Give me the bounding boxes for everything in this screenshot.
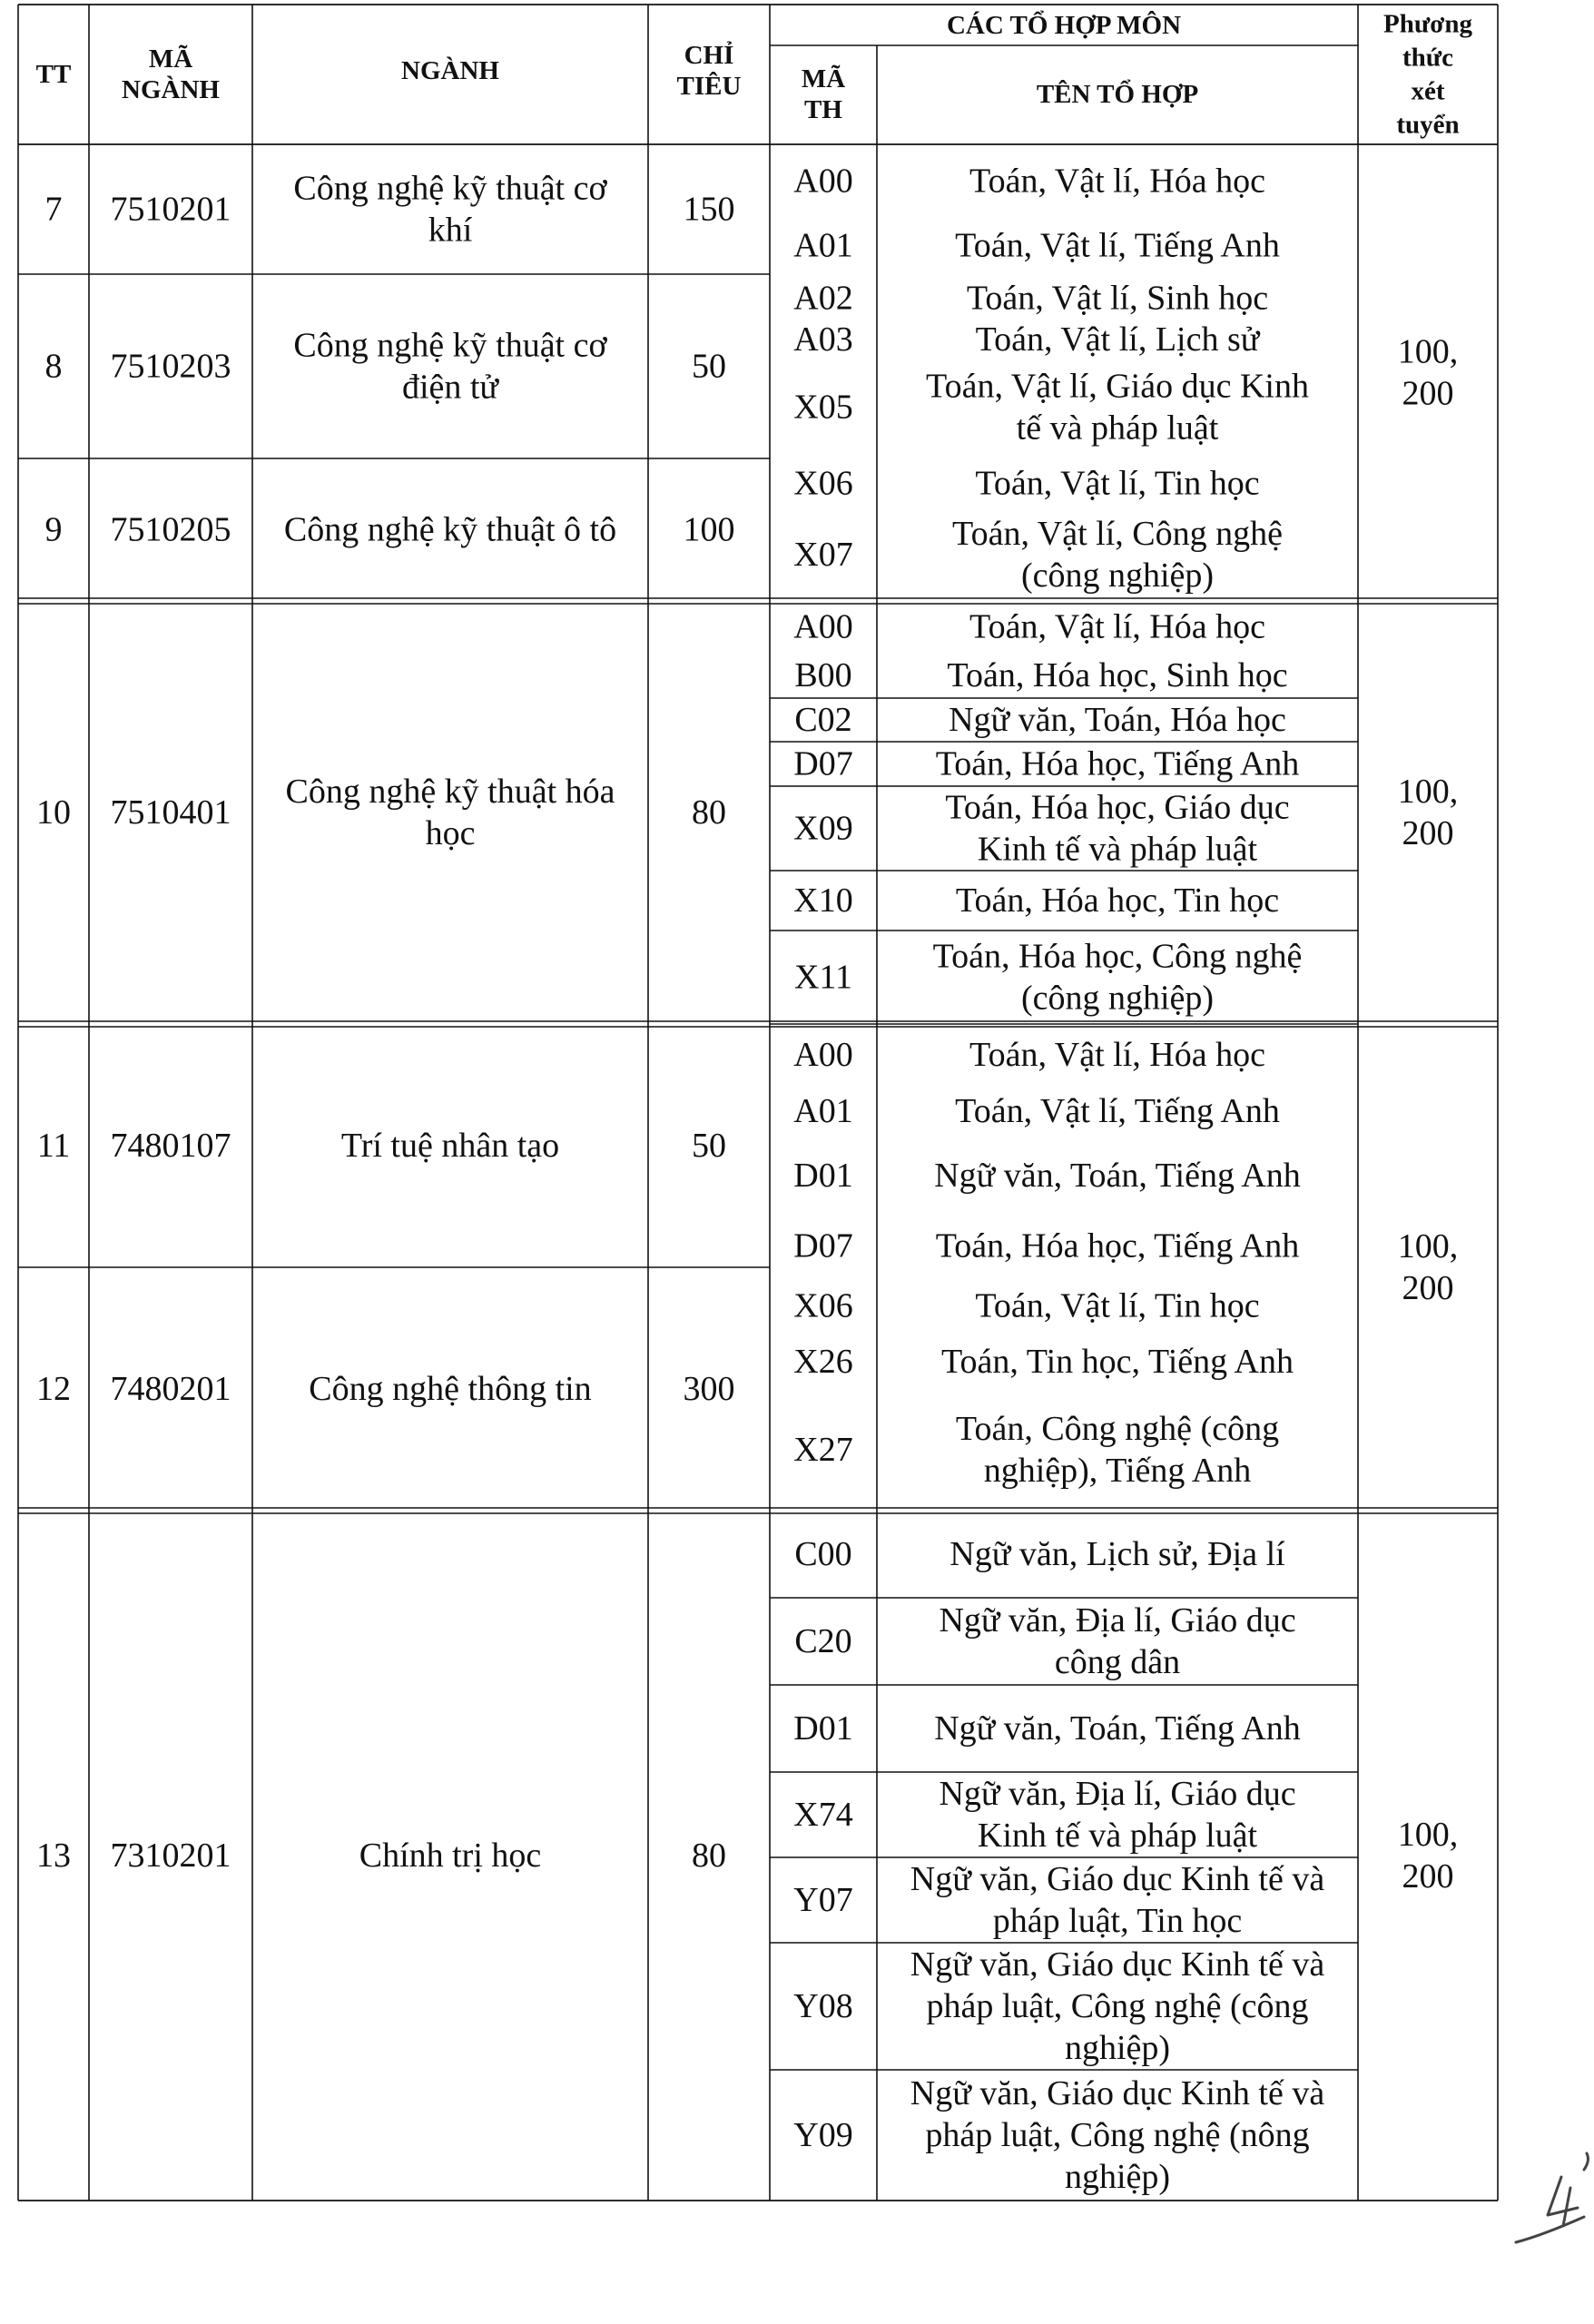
combo-name-line: Ngữ văn, Toán, Tiếng Anh <box>934 1709 1301 1748</box>
combo-name <box>910 1945 1325 2067</box>
major-tt-line: 12 <box>36 1370 71 1408</box>
combo-name <box>952 515 1283 595</box>
major-name-line: Công nghệ kỹ thuật cơ <box>293 169 607 208</box>
combo-name <box>934 1709 1301 1748</box>
major-code-line: 7310201 <box>110 1837 231 1875</box>
combo-name <box>955 1092 1280 1130</box>
major-name-line: Công nghệ thông tin <box>309 1370 592 1408</box>
combo-code-line: X05 <box>793 388 853 427</box>
major-tt-line: 8 <box>44 347 63 386</box>
combo-code-line: X06 <box>793 464 853 503</box>
combo-code <box>793 465 852 503</box>
combo-code <box>793 320 852 359</box>
combo-name <box>975 1287 1259 1325</box>
method-value-line: 200 <box>1402 374 1454 413</box>
combo-name-line: Ngữ văn, Toán, Hóa học <box>949 701 1286 739</box>
combo-code-line: X09 <box>793 809 853 848</box>
combo-code-line: C00 <box>794 1535 852 1573</box>
major-tt <box>36 1370 71 1408</box>
major-quota <box>692 1127 726 1165</box>
major-name-line: học <box>425 814 476 852</box>
major-quota-line: 300 <box>683 1370 735 1408</box>
combo-name <box>939 1601 1295 1681</box>
major-quota <box>684 1370 735 1408</box>
major-name <box>341 1127 559 1165</box>
combo-code <box>793 536 852 574</box>
method-value-line: 200 <box>1402 814 1454 852</box>
combo-code-line: B00 <box>794 656 852 694</box>
combo-name-line: Ngữ văn, Lịch sử, Địa lí <box>950 1535 1285 1573</box>
major-quota <box>692 793 726 832</box>
combo-name-line: (công nghiệp) <box>1020 979 1215 1018</box>
combo-code-line: A01 <box>793 226 853 265</box>
major-code-line: 7510203 <box>110 347 231 386</box>
method-value-line: 100, <box>1397 773 1459 811</box>
combo-code <box>793 1881 852 1919</box>
header-phuong-thuc <box>1383 10 1472 140</box>
method-value-line: 100, <box>1397 332 1459 371</box>
header-cac-to-hop <box>947 9 1181 40</box>
header-chi-tieu <box>677 41 742 101</box>
combo-code <box>793 1287 852 1325</box>
combo-name-line: pháp luật, Tin học <box>992 1902 1243 1940</box>
combo-code-line: C20 <box>794 1622 852 1660</box>
major-tt <box>45 348 63 386</box>
combo-name <box>956 1410 1279 1490</box>
major-code-line: 7510201 <box>110 190 231 229</box>
combo-name-line: Toán, Hóa học, Tiếng Anh <box>935 744 1300 783</box>
major-name <box>293 170 607 250</box>
combo-code-line: D07 <box>793 744 853 783</box>
combo-name-line: Toán, Vật lí, Hóa học <box>969 1036 1265 1074</box>
combo-code-line: X11 <box>793 958 853 997</box>
major-code <box>111 348 231 386</box>
combo-code <box>793 745 852 783</box>
major-tt <box>45 511 63 549</box>
combo-name <box>936 745 1300 783</box>
major-name <box>293 327 607 407</box>
combo-name-line: Ngữ văn, Toán, Tiếng Anh <box>934 1157 1301 1195</box>
header-tt-line: TT <box>35 60 72 89</box>
combo-name <box>933 938 1303 1018</box>
combo-code-line: A00 <box>793 1036 853 1074</box>
major-tt <box>36 793 71 832</box>
major-code-line: 7480201 <box>110 1370 231 1408</box>
major-tt <box>45 191 63 229</box>
header-nganh <box>401 55 499 85</box>
combo-name <box>950 1535 1285 1573</box>
header-chi-tieu-line: TIÊU <box>676 72 742 101</box>
combo-code <box>793 389 852 427</box>
combo-name-line: Toán, Vật lí, Công nghệ <box>952 515 1283 553</box>
combo-code <box>793 1227 852 1265</box>
method-value-line: 100, <box>1397 1816 1459 1854</box>
combo-name-line: (công nghiệp) <box>1020 556 1215 595</box>
combo-code <box>793 608 852 646</box>
combo-code <box>794 959 852 997</box>
combo-code-line: Y08 <box>793 1987 853 2025</box>
combo-name-line: Toán, Vật lí, Tiếng Anh <box>955 1092 1280 1130</box>
combo-name <box>939 1775 1295 1855</box>
method-value <box>1398 333 1459 413</box>
method-value <box>1398 1227 1459 1307</box>
major-name-line: Trí tuệ nhân tạo <box>340 1127 560 1165</box>
major-tt <box>36 1837 71 1875</box>
combo-name <box>910 2074 1325 2196</box>
major-name <box>359 1837 542 1875</box>
combo-code-line: D07 <box>793 1226 853 1265</box>
combo-code <box>793 1709 852 1748</box>
major-name-line: khí <box>428 211 473 250</box>
combo-code <box>793 162 852 201</box>
combo-code <box>794 656 851 694</box>
header-ten-to-hop-line: TÊN TỔ HỢP <box>1036 80 1199 109</box>
combo-code-line: A03 <box>793 320 853 359</box>
major-name-line: Công nghệ kỹ thuật cơ <box>293 326 607 365</box>
combo-name-line: Ngữ văn, Giáo dục Kinh tế và <box>910 2074 1325 2112</box>
combo-name-line: công dân <box>1054 1643 1181 1681</box>
combo-name-line: Ngữ văn, Địa lí, Giáo dục <box>939 1775 1296 1813</box>
combo-name <box>976 320 1261 359</box>
combo-code <box>794 1622 851 1660</box>
combo-name <box>967 280 1268 318</box>
major-code <box>111 793 231 832</box>
combo-code-line: A00 <box>793 162 853 201</box>
combo-code-line: D01 <box>793 1709 853 1748</box>
combo-name <box>926 368 1309 448</box>
major-quota-line: 50 <box>692 1127 726 1165</box>
major-quota-line: 100 <box>683 510 735 549</box>
header-ma-nganh-line: MÃ <box>148 44 193 74</box>
combo-code-line: Y07 <box>793 1881 853 1919</box>
combo-name <box>910 1860 1325 1940</box>
major-code-line: 7510401 <box>110 793 231 832</box>
combo-code-line: X26 <box>793 1343 853 1381</box>
major-code <box>111 1370 231 1408</box>
major-code-line: 7480107 <box>110 1127 231 1165</box>
major-code-line: 7510205 <box>110 510 231 549</box>
header-phuong-thuc-line: thức <box>1402 43 1454 73</box>
combo-name-line: Toán, Hóa học, Công nghệ <box>932 937 1303 976</box>
major-quota-line: 150 <box>683 190 735 229</box>
combo-name-line: Toán, Hóa học, Tiếng Anh <box>935 1226 1300 1265</box>
header-phuong-thuc-line: Phương <box>1383 9 1472 39</box>
combo-code-line: X74 <box>793 1796 853 1834</box>
combo-code-line: X06 <box>793 1286 853 1325</box>
combo-name <box>969 1036 1265 1074</box>
major-quota-line: 80 <box>692 1837 726 1875</box>
combo-name <box>934 1157 1301 1195</box>
combo-code-line: X27 <box>793 1431 853 1469</box>
method-value-line: 200 <box>1402 1269 1454 1307</box>
combo-code <box>793 1092 852 1130</box>
major-quota-line: 50 <box>692 347 726 386</box>
combo-code-line: X07 <box>793 536 853 574</box>
header-ma-nganh <box>122 44 220 104</box>
combo-code <box>793 227 852 265</box>
major-quota <box>692 348 726 386</box>
header-ma-th <box>802 64 845 124</box>
header-chi-tieu-line: CHỈ <box>684 41 734 70</box>
major-code <box>111 1837 231 1875</box>
combo-name-line: tế và pháp luật <box>1016 409 1219 448</box>
combo-name <box>949 701 1286 739</box>
combo-name-line: Toán, Vật lí, Tin học <box>975 1286 1260 1325</box>
method-value-line: 200 <box>1402 1857 1454 1896</box>
major-quota <box>692 1837 726 1875</box>
combo-name-line: nghiệp), Tiếng Anh <box>983 1452 1252 1490</box>
combo-name <box>975 465 1259 503</box>
combo-name-line: Ngữ văn, Giáo dục Kinh tế và <box>910 1945 1325 1984</box>
method-value-line: 100, <box>1397 1227 1459 1265</box>
combo-name-line: Toán, Tin học, Tiếng Anh <box>941 1343 1294 1381</box>
major-tt-line: 11 <box>36 1127 71 1165</box>
major-name-line: Chính trị học <box>359 1837 542 1875</box>
combo-code <box>793 2116 852 2154</box>
major-code <box>111 511 231 549</box>
combo-name-line: Ngữ văn, Giáo dục Kinh tế và <box>910 1860 1325 1898</box>
method-value <box>1398 773 1459 852</box>
header-phuong-thuc-line: xét <box>1411 76 1445 106</box>
header-cac-to-hop-line: CÁC TỔ HỢP MÔN <box>946 11 1182 40</box>
combo-code <box>793 1343 852 1381</box>
major-tt-line: 10 <box>36 793 71 832</box>
combo-name <box>945 789 1289 869</box>
header-nganh-line: NGÀNH <box>401 56 499 85</box>
combo-name <box>947 656 1287 694</box>
handwritten-signature <box>1516 2153 1588 2242</box>
combo-name <box>955 227 1280 265</box>
combo-code-line: A02 <box>793 279 853 318</box>
header-ma-th-line: MÃ <box>801 64 846 94</box>
combo-code <box>793 810 852 848</box>
combo-code-line: A00 <box>793 607 853 646</box>
combo-name <box>941 1343 1294 1381</box>
header-ten-to-hop <box>1037 78 1198 109</box>
combo-name-line: Toán, Vật lí, Tiếng Anh <box>955 226 1280 265</box>
major-name-line: Công nghệ kỹ thuật hóa <box>285 773 615 811</box>
header-ma-th-line: TH <box>804 95 842 124</box>
combo-code-line: X10 <box>793 881 853 920</box>
combo-code <box>793 1036 852 1074</box>
major-name <box>284 511 616 549</box>
major-tt-line: 9 <box>44 510 63 549</box>
combo-code <box>793 1987 852 2025</box>
combo-name-line: Toán, Hóa học, Sinh học <box>947 656 1288 694</box>
combo-name-line: Toán, Vật lí, Giáo dục Kinh <box>926 367 1309 406</box>
combo-name-line: Toán, Hóa học, Tin học <box>955 881 1280 920</box>
combo-name-line: Toán, Vật lí, Hóa học <box>969 162 1265 201</box>
combo-name-line: Toán, Vật lí, Hóa học <box>969 607 1265 646</box>
combo-name-line: nghiệp) <box>1064 2029 1171 2067</box>
header-ma-nganh-line: NGÀNH <box>122 75 220 104</box>
combo-name-line: Ngữ văn, Địa lí, Giáo dục <box>939 1601 1296 1640</box>
combo-code-line: A01 <box>793 1092 853 1130</box>
method-value <box>1398 1816 1459 1896</box>
major-name-line: Công nghệ kỹ thuật ô tô <box>283 510 617 549</box>
combo-name-line: Kinh tế và pháp luật <box>977 1817 1258 1855</box>
combo-name-line: Toán, Vật lí, Tin học <box>975 464 1260 503</box>
combo-code <box>793 280 852 318</box>
combo-name <box>936 1227 1300 1265</box>
major-quota <box>684 511 735 549</box>
combo-name-line: pháp luật, Công nghệ (công <box>926 1987 1309 2025</box>
major-tt-line: 7 <box>44 190 63 229</box>
combo-code-line: D01 <box>793 1157 853 1195</box>
major-name <box>309 1370 591 1408</box>
combo-name-line: nghiệp) <box>1064 2158 1171 2196</box>
combo-code-line: Y09 <box>793 2116 853 2154</box>
header-tt <box>36 60 72 89</box>
major-name-line: điện tử <box>401 368 499 407</box>
combo-name <box>969 608 1265 646</box>
combo-name-line: Toán, Vật lí, Sinh học <box>966 279 1269 318</box>
header-phuong-thuc-line: tuyển <box>1396 110 1460 140</box>
major-tt-line: 13 <box>36 1837 71 1875</box>
major-code <box>111 191 231 229</box>
major-tt <box>37 1127 71 1165</box>
combo-code <box>793 1431 852 1469</box>
combo-name-line: Kinh tế và pháp luật <box>977 830 1258 869</box>
combo-code <box>794 701 851 739</box>
combo-name-line: pháp luật, Công nghệ (nông <box>925 2116 1310 2154</box>
major-quota <box>684 191 735 229</box>
major-name <box>285 773 615 852</box>
combo-name <box>969 162 1265 201</box>
combo-name-line: Toán, Công nghệ (công <box>955 1410 1280 1448</box>
combo-code <box>793 881 852 920</box>
major-code <box>111 1127 231 1165</box>
combo-name-line: Toán, Hóa học, Giáo dục <box>945 788 1290 827</box>
table-text-layer <box>36 9 1473 2196</box>
combo-name <box>956 881 1279 920</box>
combo-code <box>794 1535 851 1573</box>
combo-code <box>793 1796 852 1834</box>
combo-code-line: C02 <box>794 701 852 739</box>
combo-code <box>793 1157 852 1195</box>
combo-name-line: Toán, Vật lí, Lịch sử <box>975 320 1260 359</box>
major-quota-line: 80 <box>692 793 726 832</box>
